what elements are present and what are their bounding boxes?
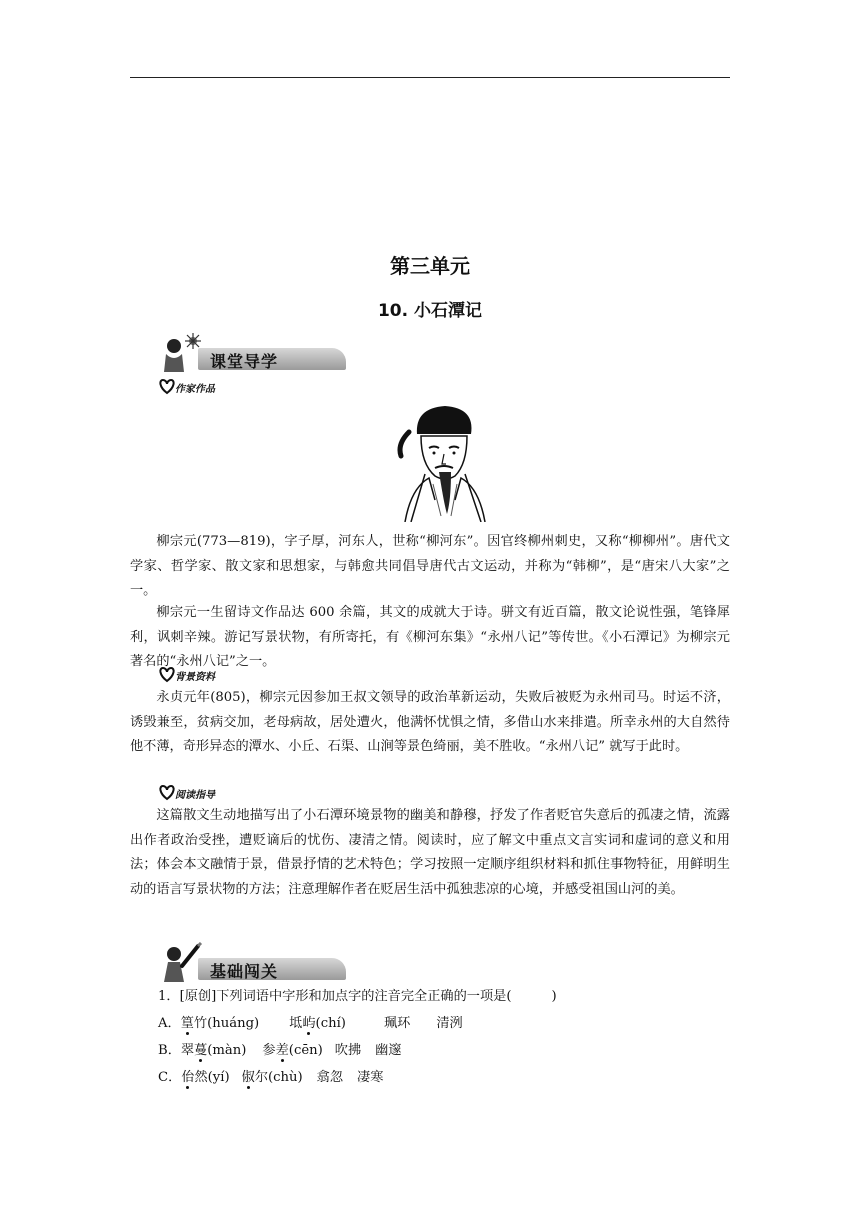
- author-works-label: 作家作品: [175, 384, 215, 395]
- reading-guide-label: 阅读指导: [175, 790, 215, 801]
- author-paragraph-2: 柳宗元一生留诗文作品达 600 余篇，其文的成就大于诗。骈文有近百篇，散文论说性强，笔锋犀利，讽刺辛辣。游记写景状物，有所寄托，有《柳河东集》“永州八记”等传世。《小石潭记》为柳宗元著名的“永州八记”之一。: [130, 605, 730, 669]
- option-b: [158, 1038, 402, 1064]
- author-paragraph-1: 柳宗元(773—819)，字子厚，河东人，世称“柳河东”。因官终柳州刺史，又称“柳柳州”。唐代文学家、哲学家、散文家和思想家，与韩愈共同倡导唐代古文运动，并称为“韩柳”，是“唐宋八大家”之一。: [130, 534, 730, 598]
- option-c: [158, 1065, 383, 1091]
- reading-paragraph: 这篇散文生动地描写出了小石潭环境景物的幽美和静穆，抒发了作者贬官失意后的孤凄之情，流露出作者政治受挫，遭贬谪后的忧伤、凄清之情。阅读时，应了解文中重点文言实词和虚词的意义和用法；体会本文融情于景，借景抒情的艺术特色；学习按照一定顺序组织材料和抓住事物特征，用鲜明生动的语言写景状物的方法；注意理解作者在贬居生活中孤独悲凉的心境，并感受祖国山河的美。: [130, 808, 730, 897]
- option-word: (màn): [207, 1043, 247, 1058]
- question-1-stem: [158, 984, 557, 1010]
- option-word: 凄寒: [357, 1070, 384, 1085]
- option-word: 翕忽: [316, 1070, 344, 1085]
- lesson-title: 10. 小石潭记: [377, 301, 483, 321]
- question-1-stem-prefix: 1．[原创]下列词语中字形和加点字的注音完全正确的一项是(: [158, 989, 512, 1004]
- classroom-guide-banner: [160, 340, 350, 372]
- basic-practice-banner: [160, 950, 350, 982]
- option-word: (chí): [315, 1016, 346, 1031]
- unit-title: 第三单元: [390, 254, 470, 278]
- heart-icon: [157, 782, 177, 802]
- option-word: 清洌: [436, 1016, 463, 1031]
- heart-icon: [157, 664, 177, 684]
- dotted-char: 屿: [302, 1016, 316, 1031]
- heart-icon: [157, 376, 177, 396]
- option-word: 翠: [180, 1043, 195, 1058]
- background-subheading: [157, 664, 247, 684]
- dotted-char: 差: [275, 1043, 289, 1058]
- option-word: 竹(huáng): [193, 1016, 260, 1031]
- option-a: [158, 1011, 463, 1037]
- option-word: 参: [262, 1043, 276, 1058]
- option-label: B．: [158, 1043, 181, 1058]
- dotted-char: 蔓: [194, 1043, 208, 1058]
- option-word: 吹拂: [334, 1043, 362, 1058]
- author-works-subheading: [157, 376, 247, 396]
- dotted-char: 俶: [241, 1070, 255, 1085]
- dotted-char: 篁: [180, 1016, 194, 1031]
- option-word: (cēn): [288, 1043, 323, 1058]
- top-rule: [130, 77, 730, 78]
- background-label: 背景资料: [175, 672, 215, 683]
- option-label: A．: [158, 1016, 181, 1031]
- reading-guide-subheading: [157, 782, 247, 802]
- option-word: 然(yí): [194, 1070, 230, 1085]
- background-paragraph: 永贞元年(805)，柳宗元因参加王叔文领导的政治革新运动，失败后被贬为永州司马。时运不济，诱毁兼至，贫病交加，老母病故，居处遭火，他满怀忧惧之情，多借山水来排遣。所幸永州的大自然待他不薄，奇形异态的潭水、小丘、石渠、山涧等景色绮丽，美不胜收。“永州八记” 就写于此时。: [130, 690, 730, 754]
- classroom-guide-title: 课堂导学: [210, 352, 279, 371]
- option-word: 珮环: [383, 1016, 411, 1031]
- dotted-char: 佁: [181, 1070, 195, 1085]
- question-1-stem-suffix: ): [551, 989, 557, 1004]
- option-word: 坻: [289, 1016, 303, 1031]
- liu-zongyuan-portrait: [395, 404, 495, 522]
- option-word: 幽邃: [375, 1043, 402, 1058]
- basic-practice-title: 基础闯关: [210, 962, 279, 981]
- option-label: C．: [158, 1070, 182, 1085]
- pencil-figure-icon: [160, 942, 216, 986]
- option-word: 尔(chù): [254, 1070, 303, 1085]
